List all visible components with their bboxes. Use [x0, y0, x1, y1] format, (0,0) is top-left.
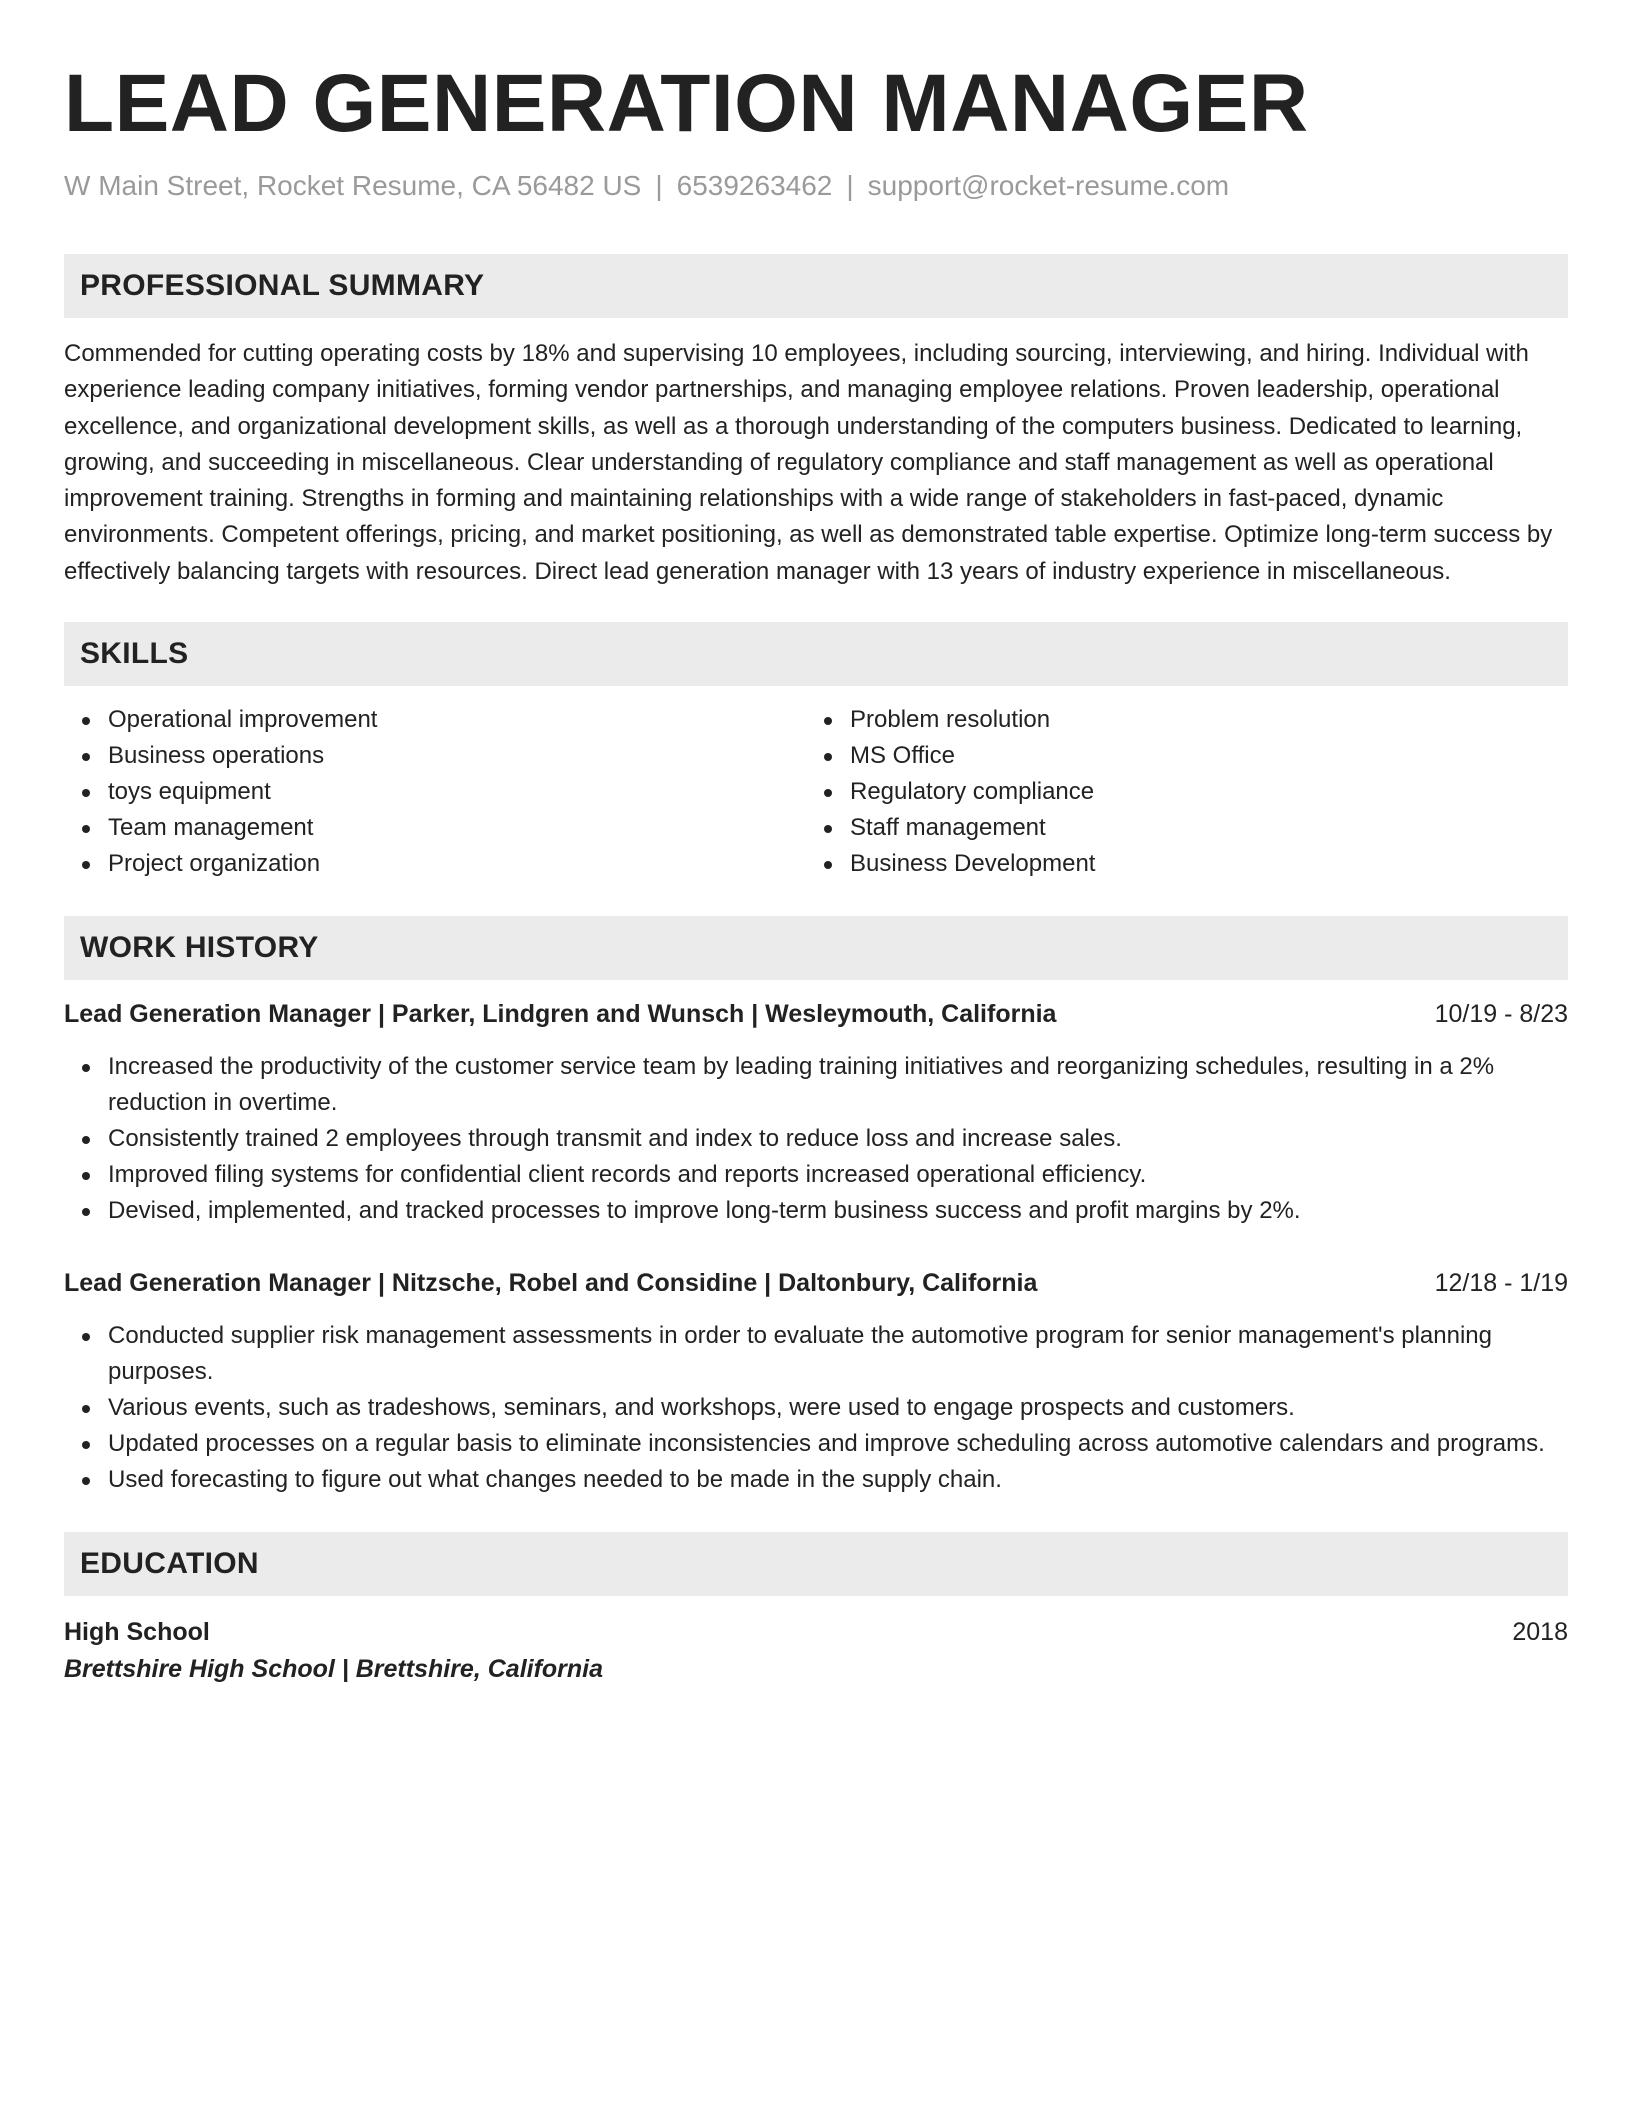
education-entry [64, 1614, 1568, 1688]
contact-address: W Main Street, Rocket Resume, CA 56482 US [64, 170, 642, 201]
skill-item: MS Office [806, 738, 1548, 774]
job-bullet: Conducted supplier risk management assessments in order to evaluate the automotive program for senior management's planning purposes. [64, 1318, 1568, 1390]
education-header [64, 1614, 1568, 1650]
skills-section-header [64, 622, 1568, 686]
education-section-header [64, 1532, 1568, 1596]
skills-list [64, 702, 1568, 882]
job-header [64, 1265, 1568, 1301]
contact-separator: | [655, 170, 663, 201]
skill-item: Business operations [64, 738, 806, 774]
job-entry [64, 996, 1568, 1229]
job-bullet: Updated processes on a regular basis to eliminate inconsistencies and improve scheduling across automotive calendars and programs. [64, 1426, 1568, 1462]
skill-item: Regulatory compliance [806, 774, 1548, 810]
summary-text: Commended for cutting operating costs by 18% and supervising 10 employees, including sourcing, interviewing, and hiring. Individual with experience leading company initiatives, forming vendor partnerships, and managing employee relations. Proven leadership, operational excellence, and organizational development skills, as well as a thorough understanding of the computers business. Dedicated to learning, growing, and succeeding in miscellaneous. Clear understanding of regulatory compliance and staff management as well as operational improvement training. Strengths in forming and maintaining relationships with a wide range of stakeholders in fast-paced, dynamic environments. Competent offerings, pricing, and market positioning, as well as demonstrated table expertise. Optimize long-term success by effectively balancing targets with resources. Direct lead generation manager with 13 years of industry experience in miscellaneous. [64, 340, 1553, 585]
job-bullet: Consistently trained 2 employees through transmit and index to reduce loss and increase sales. [64, 1121, 1568, 1157]
skill-item: Problem resolution [806, 702, 1548, 738]
job-entry [64, 1265, 1568, 1498]
education-school: Brettshire High School | Brettshire, California [64, 1655, 604, 1684]
job-bullet: Devised, implemented, and tracked processes to improve long-term business success and profit margins by 2%. [64, 1193, 1568, 1229]
job-header [64, 996, 1568, 1032]
education-degree: High School [64, 1618, 210, 1647]
job-bullet: Increased the productivity of the customer service team by leading training initiatives and reorganizing schedules, resulting in a 2% reduction in overtime. [64, 1049, 1568, 1121]
job-bullets [64, 1049, 1568, 1229]
summary-heading: PROFESSIONAL SUMMARY [80, 269, 485, 302]
skill-item: Staff management [806, 810, 1548, 846]
resume-page [64, 56, 1568, 1688]
work-heading: WORK HISTORY [80, 931, 319, 965]
skill-item: Project organization [64, 846, 806, 882]
job-bullets [64, 1318, 1568, 1498]
skill-item: toys equipment [64, 774, 806, 810]
education-year: 2018 [1512, 1618, 1568, 1647]
job-bullet: Various events, such as tradeshows, seminars, and workshops, were used to engage prospects and customers. [64, 1390, 1568, 1426]
job-dates: 12/18 - 1/19 [1434, 1269, 1568, 1298]
job-bullet: Used forecasting to figure out what changes needed to be made in the supply chain. [64, 1462, 1568, 1498]
job-dates: 10/19 - 8/23 [1434, 1000, 1568, 1029]
skills-column-left [64, 702, 806, 882]
candidate-name: LEAD GENERATION MANAGER [64, 58, 1309, 149]
contact-email: support@rocket-resume.com [867, 170, 1230, 201]
job-bullet: Improved filing systems for confidential client records and reports increased operational efficiency. [64, 1157, 1568, 1193]
skills-column-right [806, 702, 1548, 882]
contact-line [64, 168, 1568, 204]
skill-item: Business Development [806, 846, 1548, 882]
skills-heading: SKILLS [80, 637, 189, 671]
job-title: Lead Generation Manager | Nitzsche, Robel and Considine | Daltonbury, California [64, 1269, 1038, 1298]
contact-phone: 6539263462 [676, 170, 833, 201]
contact-separator: | [846, 170, 854, 201]
skill-item: Team management [64, 810, 806, 846]
skill-item: Operational improvement [64, 702, 806, 738]
job-title: Lead Generation Manager | Parker, Lindgren and Wunsch | Wesleymouth, California [64, 1000, 1057, 1029]
work-section-header [64, 916, 1568, 980]
summary-section-header [64, 254, 1568, 318]
education-heading: EDUCATION [80, 1547, 259, 1581]
